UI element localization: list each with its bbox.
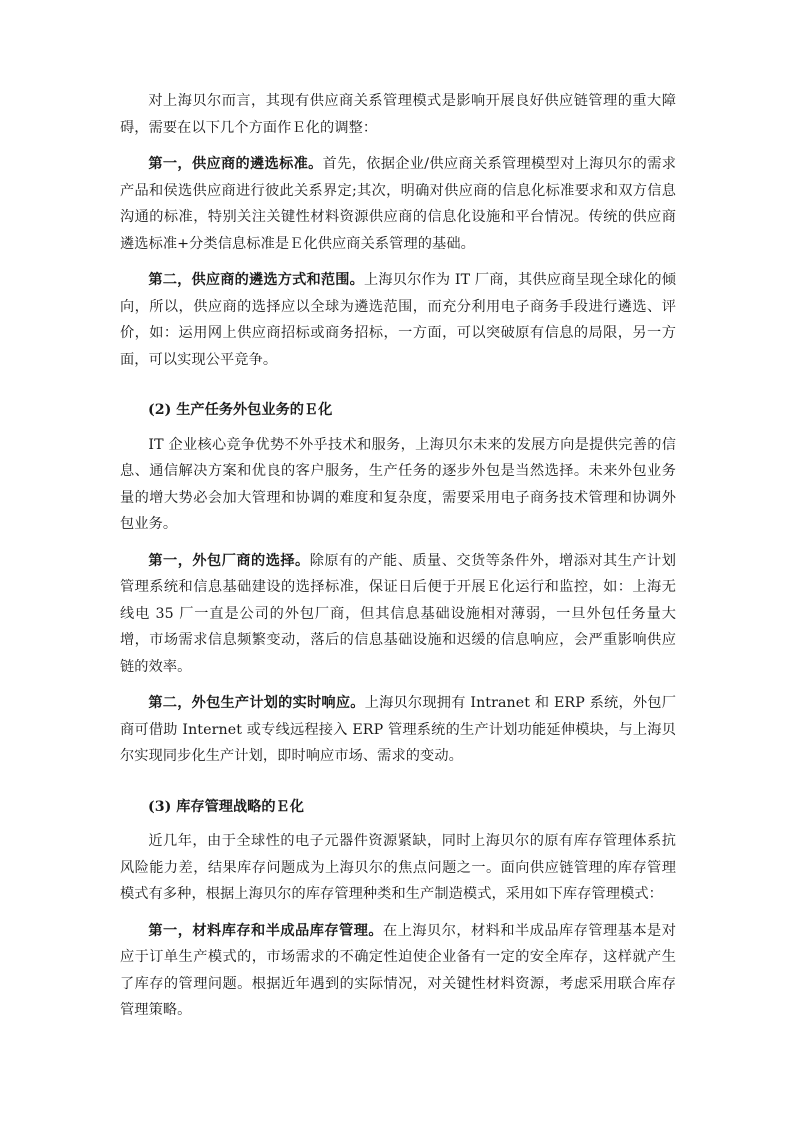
paragraph-lead: 第二，供应商的遴选方式和范围。: [148, 272, 364, 288]
paragraph-lead: 第一，材料库存和半成品库存管理。: [148, 922, 384, 939]
paragraph-inventory-intro: 近几年，由于全球性的电子元器件资源紧缺，同时上海贝尔的原有库存管理体系抗风险能力差，结果库存问题成为上海贝尔的焦点问题之一。面向供应链管理的库存管理模式有多种，根据上海贝尔的库存管理种类和生产制造模式，采用如下库存管理模式：: [120, 833, 676, 902]
paragraph-text: 除原有的产能、质量、交货等条件外，增添对其生产计划管理系统和信息基础建设的选择标准，保证日后便于开展Ｅ化运行和监控，如：上海无线电 35 厂一直是公司的外包厂商，但其信息基础设施相对薄弱，一旦外包任务量大增，市场需求信息频繁变动，落后的信息基础设施和迟缓的信息响应，会严重影响供应链的效率。: [120, 552, 676, 675]
paragraph-text: 上海贝尔现拥有 Intranet 和 ERP 系统，外包厂商可借助 Internet 或专线远程接入 ERP 管理系统的生产计划功能延伸模块，与上海贝尔实现同步化生产计划，即时响应市场、需求的变动。: [120, 695, 676, 764]
paragraph-intro: 对上海贝尔而言，其现有供应商关系管理模式是影响开展良好供应链管理的重大障碍，需要在以下几个方面作Ｅ化的调整：: [120, 93, 676, 136]
paragraph-inventory-materials: [120, 918, 676, 1024]
section-heading-outsourcing: (2) 生产任务外包业务的Ｅ化: [148, 402, 333, 418]
document-page: [120, 88, 676, 1034]
paragraph-lead: 第一，供应商的遴选标准。: [148, 156, 323, 172]
paragraph-supplier-scope: [120, 267, 676, 373]
paragraph-text: 在上海贝尔，材料和半成品库存管理基本是对应于订单生产模式的，市场需求的不确定性迫使企业备有一定的安全库存，这样就产生了库存的管理问题。根据近年遇到的实际情况，对关键性材料资源，考虑采用联合库存管理策略。: [120, 922, 676, 1018]
paragraph-text: 首先，依据企业/供应商关系管理模型对上海贝尔的需求产品和侯选供应商进行彼此关系界定;其次，明确对供应商的信息化标准要求和双方信息沟通的标准，特别关注关键性材料资源供应商的信息化设施和平台情况。传统的供应商遴选标准+分类信息标准是Ｅ化供应商关系管理的基础。: [120, 156, 676, 252]
paragraph-supplier-criteria: [120, 151, 676, 257]
paragraph-text: 上海贝尔作为 IT 厂商，其供应商呈现全球化的倾向，所以，供应商的选择应以全球为遴选范围，而充分利用电子商务手段进行遴选、评价，如：运用网上供应商招标或商务招标，一方面，可以突破原有信息的局限，另一方面，可以实现公平竞争。: [120, 272, 676, 368]
paragraph-realtime-response: [120, 690, 676, 770]
paragraph-outsourcer-selection: [120, 548, 676, 681]
section-heading-inventory: (3) 库存管理战略的Ｅ化: [148, 798, 304, 815]
paragraph-lead: 第二，外包生产计划的实时响应。: [148, 695, 365, 711]
paragraph-lead: 第一，外包厂商的选择。: [148, 552, 310, 569]
paragraph-outsourcing-intro: IT 企业核心竞争优势不外乎技术和服务，上海贝尔未来的发展方向是提供完善的信息、通信解决方案和优良的客户服务，生产任务的逐步外包是当然选择。未来外包业务量的增大势必会加大管理和协调的难度和复杂度，需要采用电子商务技术管理和协调外包业务。: [120, 436, 676, 532]
